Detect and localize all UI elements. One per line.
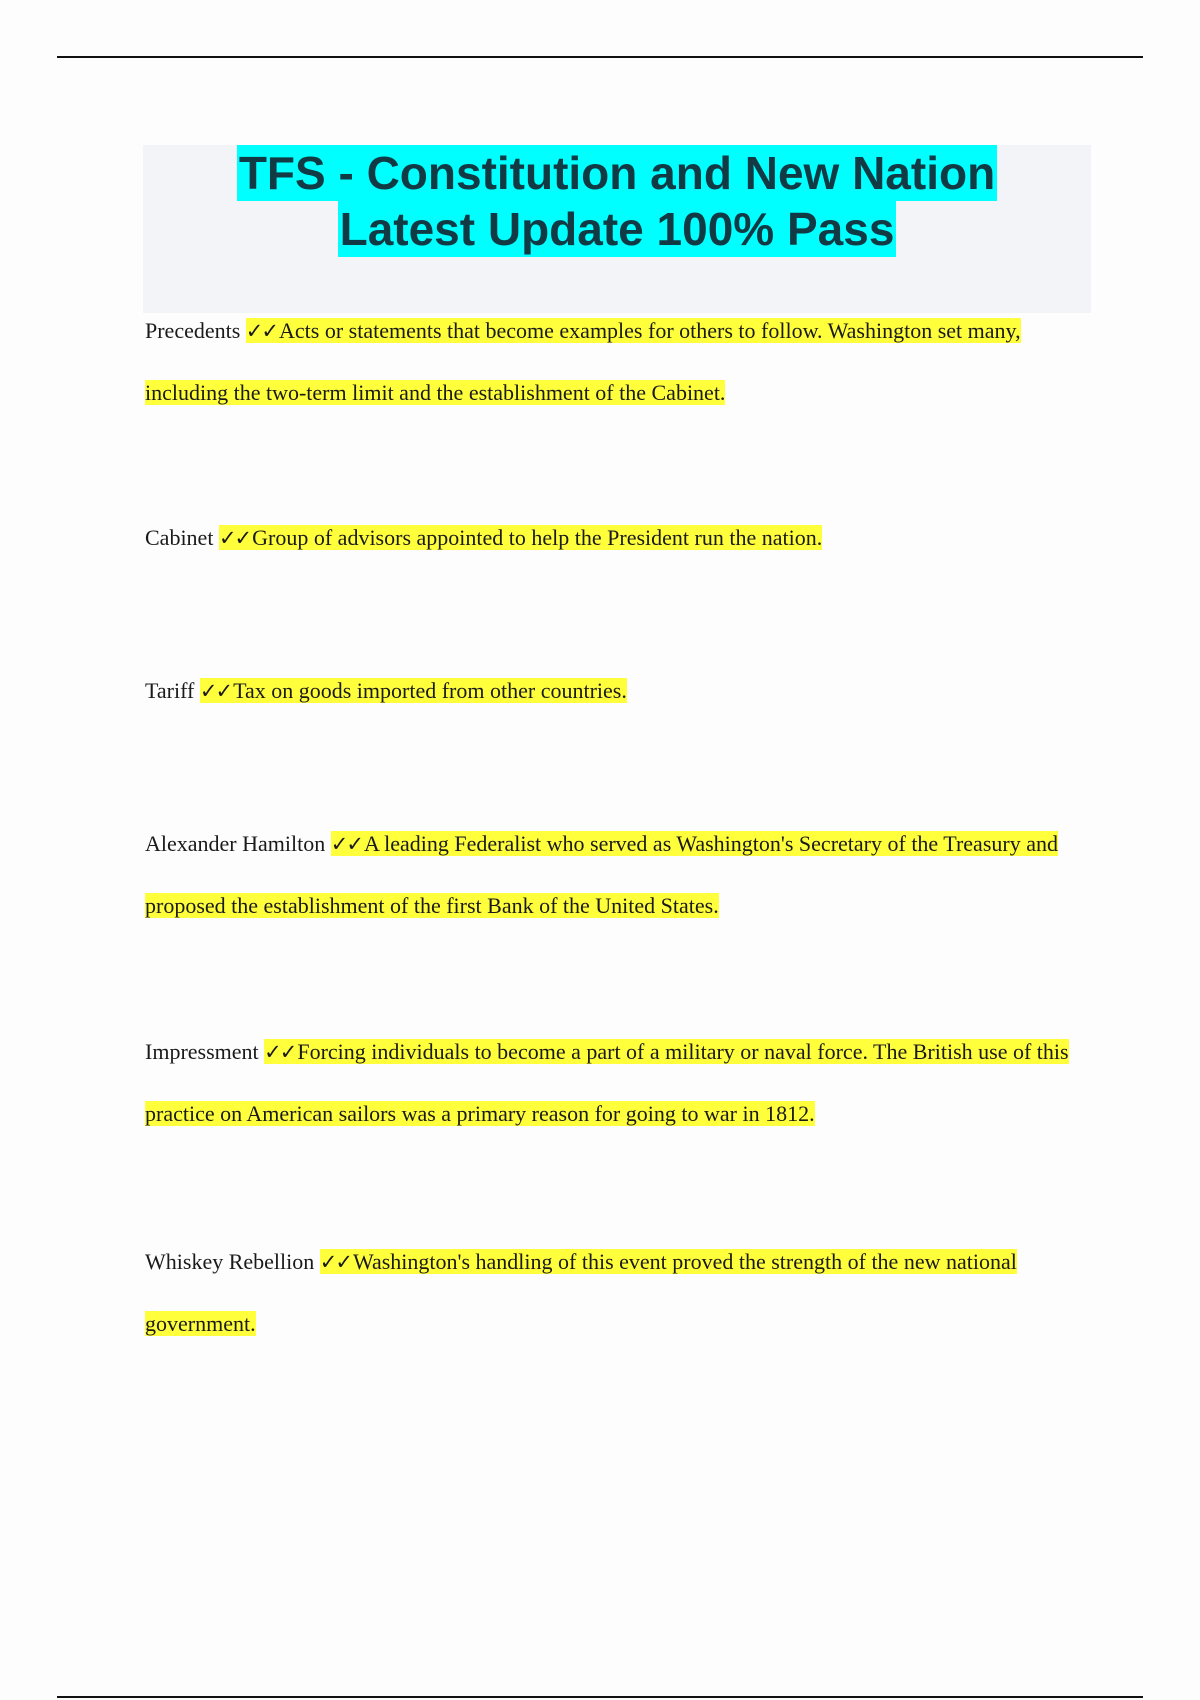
definition [145, 1039, 1069, 1126]
definition-text: Acts or statements that become examples for others to follow. Washington set many, including the two-term limit and the establishment of the Cabinet. [145, 318, 1021, 405]
term: Cabinet [145, 525, 214, 550]
flashcard-entry [145, 813, 1075, 936]
definition-text: Washington's handling of this event proved the strength of the new national government. [145, 1249, 1017, 1336]
term: Impressment [145, 1039, 259, 1064]
definition-text: Forcing individuals to become a part of a military or naval force. The British use of this practice on American sailors was a primary reason for going to war in 1812. [145, 1039, 1069, 1126]
flashcard-entry [145, 507, 1075, 569]
term: Whiskey Rebellion [145, 1249, 315, 1274]
double-check-icon: ✓✓ [218, 526, 251, 550]
double-check-icon: ✓✓ [199, 679, 232, 703]
double-check-icon: ✓✓ [264, 1040, 296, 1064]
definition [200, 678, 627, 703]
double-check-icon: ✓✓ [245, 319, 277, 343]
flashcard-entry [145, 660, 1075, 722]
flashcard-entry [145, 300, 1075, 423]
definition-text: Group of advisors appointed to help the President run the nation. [252, 525, 823, 550]
page-title-line-2: Latest Update 100% Pass [339, 203, 895, 255]
term: Tariff [145, 678, 195, 703]
term: Alexander Hamilton [145, 831, 326, 856]
flashcard-entry [145, 1021, 1075, 1144]
definition-text: A leading Federalist who served as Washington's Secretary of the Treasury and proposed the establishment of the first Bank of the United States. [145, 831, 1058, 918]
title-block [143, 145, 1091, 313]
flashcard-entry [145, 1231, 1075, 1354]
double-check-icon: ✓✓ [330, 832, 362, 856]
bottom-rule [57, 1696, 1143, 1698]
double-check-icon: ✓✓ [319, 1250, 351, 1274]
definition [145, 318, 1021, 405]
term: Precedents [145, 318, 241, 343]
page-title-line-1: TFS - Constitution and New Nation [238, 147, 996, 199]
definition [219, 525, 822, 550]
definition-text: Tax on goods imported from other countries. [233, 678, 627, 703]
top-rule [57, 56, 1143, 58]
